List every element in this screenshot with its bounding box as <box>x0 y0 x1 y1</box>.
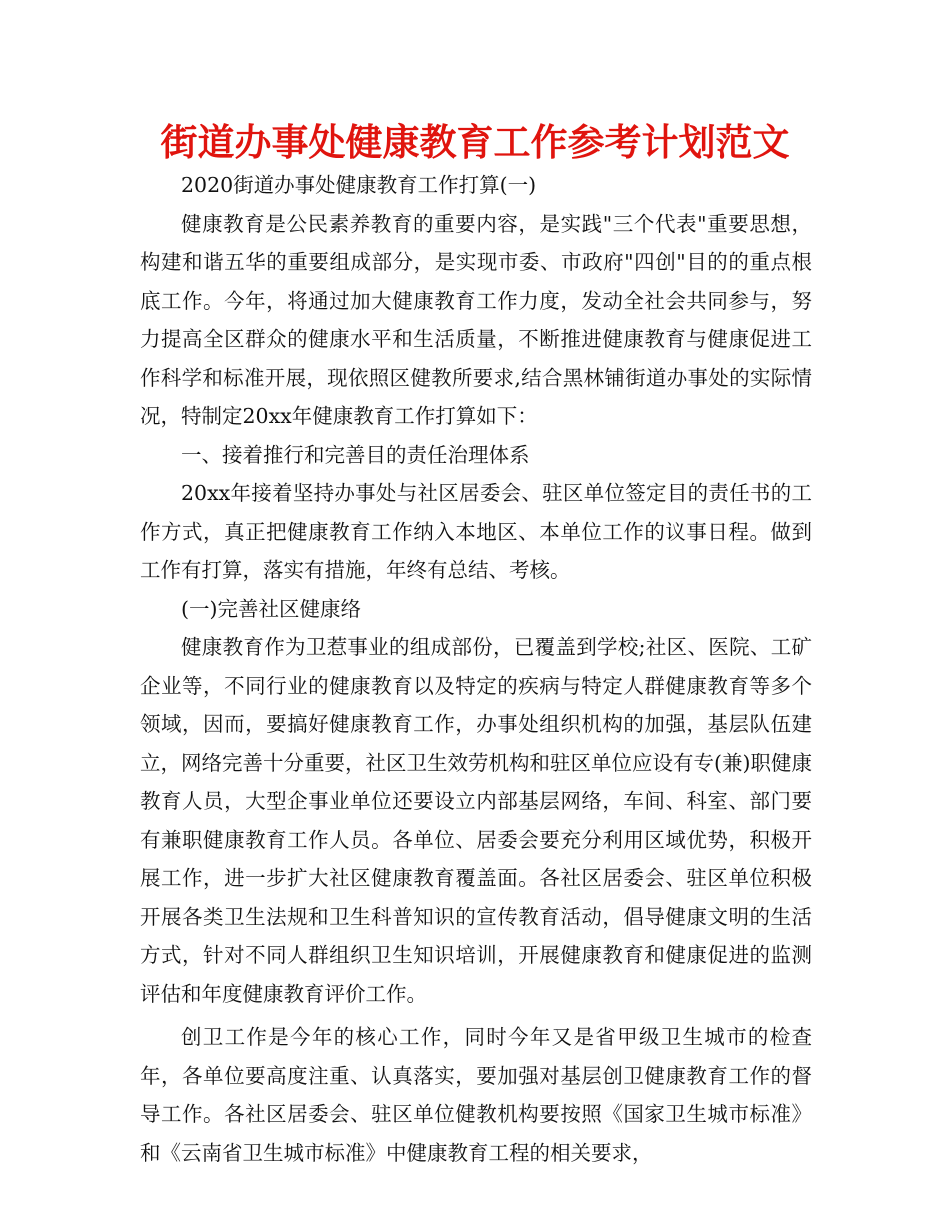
subsection-1-paragraph: 健康教育作为卫惹事业的组成部份，已覆盖到学校;社区、医院、工矿企业等，不同行业的健康教育以及特定的疾病与特定人群健康教育等多个领域，因而，要搞好健康教育工作，办事处组织机构的加强，基层队伍建立，网络完善十分重要，社区卫生效劳机构和驻区单位应设有专(兼)职健康教育人员，大型企事业单位还要设立内部基层网络，车间、科室、部门要有兼职健康教育工作人员。各单位、居委会要充分利用区域优势，积极开展工作，进一步扩大社区健康教育覆盖面。各社区居委会、驻区单位积极开展各类卫生法规和卫生科普知识的宣传教育活动，倡导健康文明的生活方式，针对不同人群组织卫生知识培训，开展健康教育和健康促进的监测评估和年度健康教育评价工作。 <box>140 635 812 1006</box>
document-title: 街道办事处健康教育工作参考计划范文 <box>160 121 790 164</box>
document-body <box>140 166 812 1172</box>
creation-work-paragraph: 创卫工作是今年的核心工作，同时今年又是省甲级卫生城市的检查年，各单位要高度注重、认真落实，要加强对基层创卫健康教育工作的督导工作。各社区居委会、驻区单位健教机构要按照《国家卫生城市标准》和《云南省卫生城市标准》中健康教育工程的相关要求， <box>140 1025 812 1165</box>
subsection-heading-1: (一)完善社区健康络 <box>181 596 361 621</box>
intro-paragraph: 健康教育是公民素养教育的重要内容，是实践"三个代表"重要思想，构建和谐五华的重要组成部分，是实现市委、市政府"四创"目的的重点根底工作。今年，将通过加大健康教育工作力度，发动全社会共同参与，努力提高全区群众的健康水平和生活质量，不断推进健康教育与健康促进工作科学和标准开展，现依照区健教所要求,结合黑林铺街道办事处的实际情况，特制定20xx年健康教育工作打算如下： <box>140 211 812 428</box>
subtitle-paragraph: 2020街道办事处健康教育工作打算(一) <box>181 173 537 197</box>
section-heading-1: 一、接着推行和完善目的责任治理体系 <box>181 442 530 467</box>
section-1-paragraph: 20xx年接着坚持办事处与社区居委会、驻区单位签定目的责任书的工作方式，真正把健康教育工作纳入本地区、本单位工作的议事日程。做到工作有打算，落实有措施，年终有总结、考核。 <box>140 481 812 582</box>
